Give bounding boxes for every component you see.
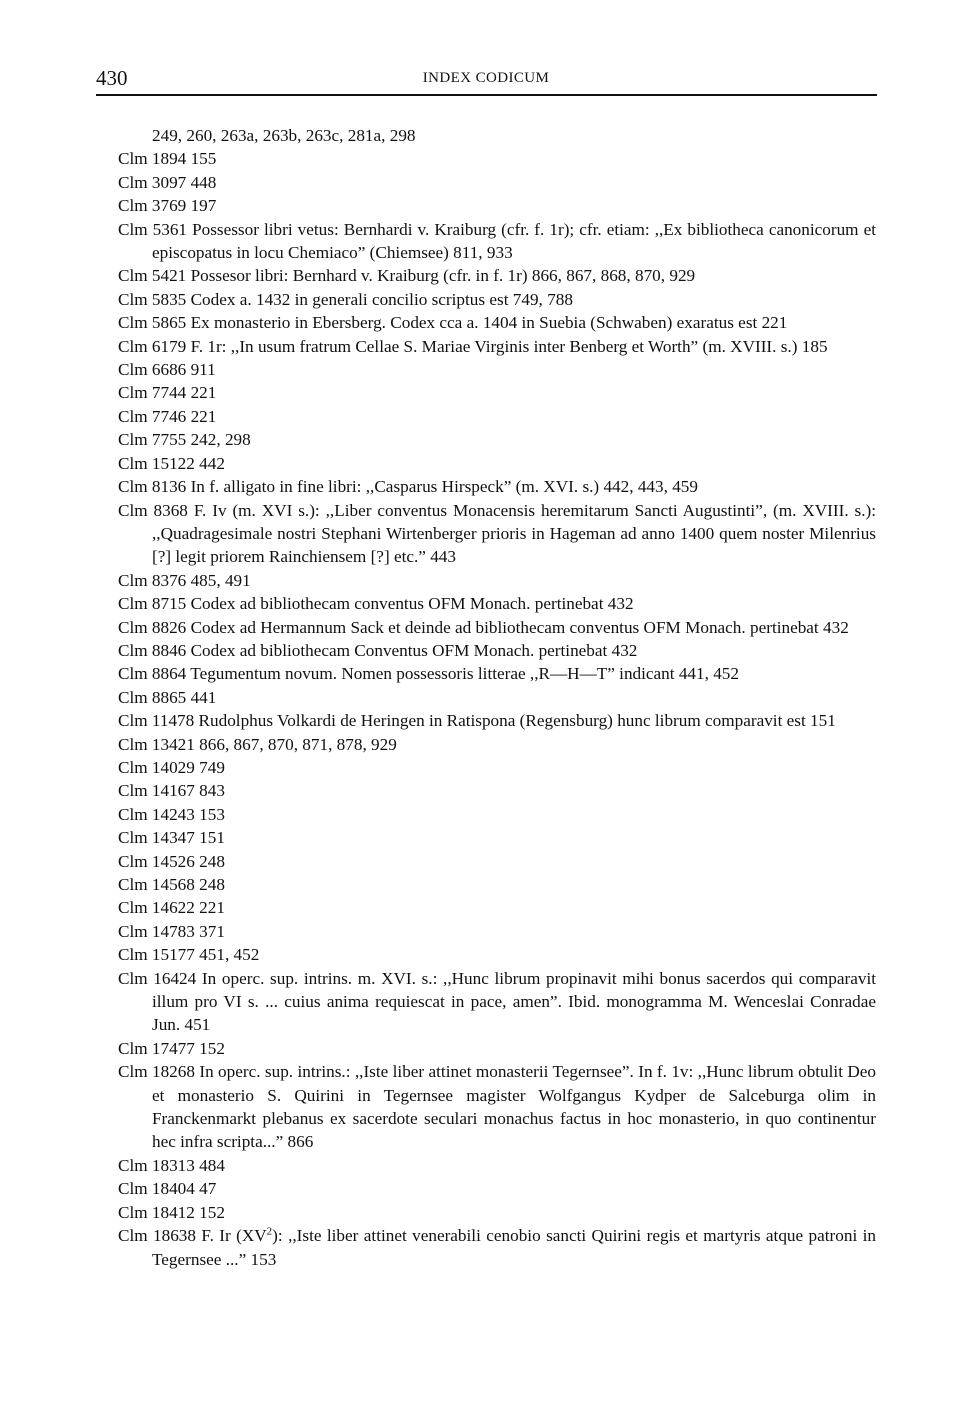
page-number: 430 — [96, 66, 128, 90]
index-entry — [118, 803, 876, 826]
codex-shelfmark: Clm 5421 — [118, 266, 187, 286]
codex-shelfmark: Clm 6179 — [118, 336, 187, 356]
index-entry — [118, 1177, 876, 1200]
entry-text: 484 — [199, 1155, 225, 1175]
entry-text: In f. alligato in fine libri: ,,Casparus Hirspeck” (m. XVI. s.) 442, 443, 459 — [190, 477, 698, 497]
index-entry — [118, 171, 876, 194]
codex-shelfmark: Clm 14167 — [118, 781, 195, 801]
entry-text: 242, 298 — [190, 430, 251, 450]
entry-text: 221 — [199, 898, 225, 918]
index-entry — [118, 147, 876, 170]
index-entry — [118, 452, 876, 475]
codex-shelfmark: Clm 11478 — [118, 711, 195, 731]
codex-shelfmark: Clm 14347 — [118, 828, 195, 848]
codex-shelfmark: Clm 8864 — [118, 664, 187, 684]
index-entry — [118, 381, 876, 404]
codex-shelfmark: Clm 18638 — [118, 1226, 196, 1246]
entry-text: 749 — [199, 757, 225, 777]
index-entries — [118, 124, 876, 1271]
codex-shelfmark: Clm 18404 — [118, 1179, 195, 1199]
entry-text: Codex a. 1432 in generali concilio scriptus est 749, 788 — [190, 289, 573, 309]
entry-text: Rudolphus Volkardi de Heringen in Ratispona (Regensburg) hunc librum comparavit est 151 — [198, 711, 836, 731]
codex-shelfmark: Clm 8368 — [118, 500, 188, 520]
entry-superscript: 2 — [266, 1225, 273, 1238]
codex-shelfmark: Clm 14243 — [118, 804, 195, 824]
index-entry — [118, 1037, 876, 1060]
index-entry — [118, 358, 876, 381]
index-entry — [118, 592, 876, 615]
entry-text: 441 — [190, 687, 217, 707]
index-entry — [118, 779, 876, 802]
entry-text: 152 — [199, 1038, 225, 1058]
codex-shelfmark: Clm 3097 — [118, 172, 187, 192]
entry-text: Ex monasterio in Ebersberg. Codex cca a. 1404 in Suebia (Schwaben) exaratus est 221 — [190, 313, 788, 333]
entry-text: 442 — [199, 453, 225, 473]
codex-shelfmark: Clm 8865 — [118, 687, 187, 707]
index-entry — [118, 662, 876, 685]
index-entry — [118, 428, 876, 451]
page-header — [96, 62, 876, 96]
entry-text: 485, 491 — [190, 570, 251, 590]
index-entry — [118, 194, 876, 217]
entry-text: 448 — [190, 172, 217, 192]
codex-shelfmark: Clm 3769 — [118, 196, 187, 216]
entry-text: 911 — [190, 360, 216, 380]
codex-shelfmark: Clm 14526 — [118, 851, 195, 871]
entry-text: 221 — [190, 383, 217, 403]
codex-shelfmark: Clm 8715 — [118, 594, 187, 614]
codex-shelfmark: Clm 5361 — [118, 219, 188, 239]
codex-shelfmark: Clm 18268 — [118, 1062, 195, 1082]
codex-shelfmark: Clm 15122 — [118, 453, 195, 473]
index-entry — [118, 616, 876, 639]
codex-shelfmark: Clm 14783 — [118, 921, 195, 941]
index-entry — [118, 733, 876, 756]
entry-text: In operc. sup. intrins.: ,,Iste liber attinet monasterii Tegernsee”. In f. 1v: ,,Hunc librum obtulit Deo et monasterio S. Quirini in Tegernsee magister Wolfgangus Kydper de Salceburga olim in Franckenmarkt plebanus ex sacerdote seculari monachus factus in hoc monasterio, in quo continentur hec infra scripta...” 866 — [152, 1062, 876, 1152]
codex-shelfmark: Clm 14029 — [118, 757, 195, 777]
codex-shelfmark: Clm 17477 — [118, 1038, 195, 1058]
entry-text: Possessor libri vetus: Bernhardi v. Kraiburg (cfr. f. 1r); cfr. etiam: ,,Ex bibliotheca canonicorum et episcopatus in locu Chemiaco” (Chiemsee) 811, 933 — [152, 219, 876, 263]
index-entry — [118, 967, 876, 1037]
index-entry — [118, 1224, 876, 1271]
entry-text: F. Iv (m. XVI s.): ,,Liber conventus Monacensis heremitarum Sancti Augustinti”, (m. XVIII. s.): ,,Quadragesimale nostri Stephani Wirtenberger prioris in Hageman ad anno 1400 quem noster Milenrius [?] legit priorem Rainchiensem [?] etc.” 443 — [152, 500, 877, 567]
index-entry — [118, 873, 876, 896]
index-entry — [118, 218, 876, 265]
codex-shelfmark: Clm 7755 — [118, 430, 187, 450]
entry-text: 221 — [190, 406, 217, 426]
entry-text: 47 — [199, 1179, 217, 1199]
index-entry — [118, 1154, 876, 1177]
index-entry — [118, 896, 876, 919]
index-entry — [118, 499, 876, 569]
index-entry — [118, 639, 876, 662]
index-entry — [118, 569, 876, 592]
codex-shelfmark: Clm 15177 — [118, 945, 195, 965]
index-entry — [118, 288, 876, 311]
codex-shelfmark: Clm 18412 — [118, 1202, 195, 1222]
entry-text: 155 — [190, 149, 217, 169]
index-entry — [118, 943, 876, 966]
entry-text: Codex ad bibliothecam Conventus OFM Monach. pertinebat 432 — [190, 640, 638, 660]
entry-text: Codex ad bibliothecam conventus OFM Monach. pertinebat 432 — [190, 594, 634, 614]
index-entry — [118, 335, 876, 358]
entry-text: 151 — [199, 828, 225, 848]
entry-text: 248 — [199, 851, 225, 871]
codex-shelfmark: Clm 8136 — [118, 477, 187, 497]
entry-text: 866, 867, 870, 871, 878, 929 — [199, 734, 397, 754]
index-entry — [118, 826, 876, 849]
codex-shelfmark: Clm 16424 — [118, 968, 197, 988]
index-entry — [118, 920, 876, 943]
codex-shelfmark: Clm 7744 — [118, 383, 187, 403]
index-entry — [118, 264, 876, 287]
codex-shelfmark: Clm 18313 — [118, 1155, 195, 1175]
index-entry — [118, 311, 876, 334]
entry-text: 153 — [199, 804, 225, 824]
codex-shelfmark: Clm 8826 — [118, 617, 187, 637]
index-entry — [118, 756, 876, 779]
entry-text: Tegumentum novum. Nomen possessoris litterae ,,R—H—T” indicant 441, 452 — [190, 664, 739, 684]
entry-text: 843 — [199, 781, 225, 801]
entry-text: Codex ad Hermannum Sack et deinde ad bibliothecam conventus OFM Monach. pertinebat 432 — [190, 617, 849, 637]
index-entry — [118, 475, 876, 498]
index-entry — [118, 124, 876, 147]
entry-text: 152 — [199, 1202, 225, 1222]
entry-text: ): ,,Iste liber attinet venerabili cenobio sancti Quirini regis et martyris atque patroni in Tegernsee ...” 153 — [152, 1226, 876, 1269]
codex-shelfmark: Clm 1894 — [118, 149, 187, 169]
header-rule — [96, 94, 877, 96]
index-entry — [118, 850, 876, 873]
entry-text: In operc. sup. intrins. m. XVI. s.: ,,Hunc librum propinavit mihi bonus sacerdos qui comparavit illum pro VI s. ... cuius anima requiescat in pace, amen”. Ibid. monogramma M. Wenceslai Conradae Jun. 451 — [152, 968, 877, 1035]
index-entry — [118, 686, 876, 709]
entry-text: 371 — [199, 921, 225, 941]
entry-text: Possesor libri: Bernhard v. Kraiburg (cfr. in f. 1r) 866, 867, 868, 870, 929 — [190, 266, 696, 286]
codex-shelfmark: Clm 8846 — [118, 640, 187, 660]
entry-text-lead: F. Ir (XV — [201, 1226, 267, 1246]
codex-shelfmark: Clm 13421 — [118, 734, 195, 754]
index-entry — [118, 1060, 876, 1154]
running-title: INDEX CODICUM — [422, 70, 550, 86]
codex-shelfmark: Clm 8376 — [118, 570, 187, 590]
entry-text: 451, 452 — [199, 945, 260, 965]
index-entry — [118, 709, 876, 732]
codex-shelfmark: Clm 5835 — [118, 289, 187, 309]
index-entry — [118, 405, 876, 428]
codex-shelfmark: Clm 14622 — [118, 898, 195, 918]
entry-text: 249, 260, 263a, 263b, 263c, 281a, 298 — [152, 126, 416, 145]
entry-text: 248 — [199, 875, 225, 894]
index-entry — [118, 1201, 876, 1224]
entry-text: F. 1r: ,,In usum fratrum Cellae S. Mariae Virginis inter Benberg et Worth” (m. XVIII. s.) 185 — [190, 336, 828, 356]
codex-shelfmark: Clm 5865 — [118, 313, 187, 333]
codex-shelfmark: Clm 7746 — [118, 406, 187, 426]
codex-shelfmark: Clm 14568 — [118, 875, 195, 894]
entry-text: 197 — [190, 196, 217, 216]
codex-shelfmark: Clm 6686 — [118, 360, 187, 380]
